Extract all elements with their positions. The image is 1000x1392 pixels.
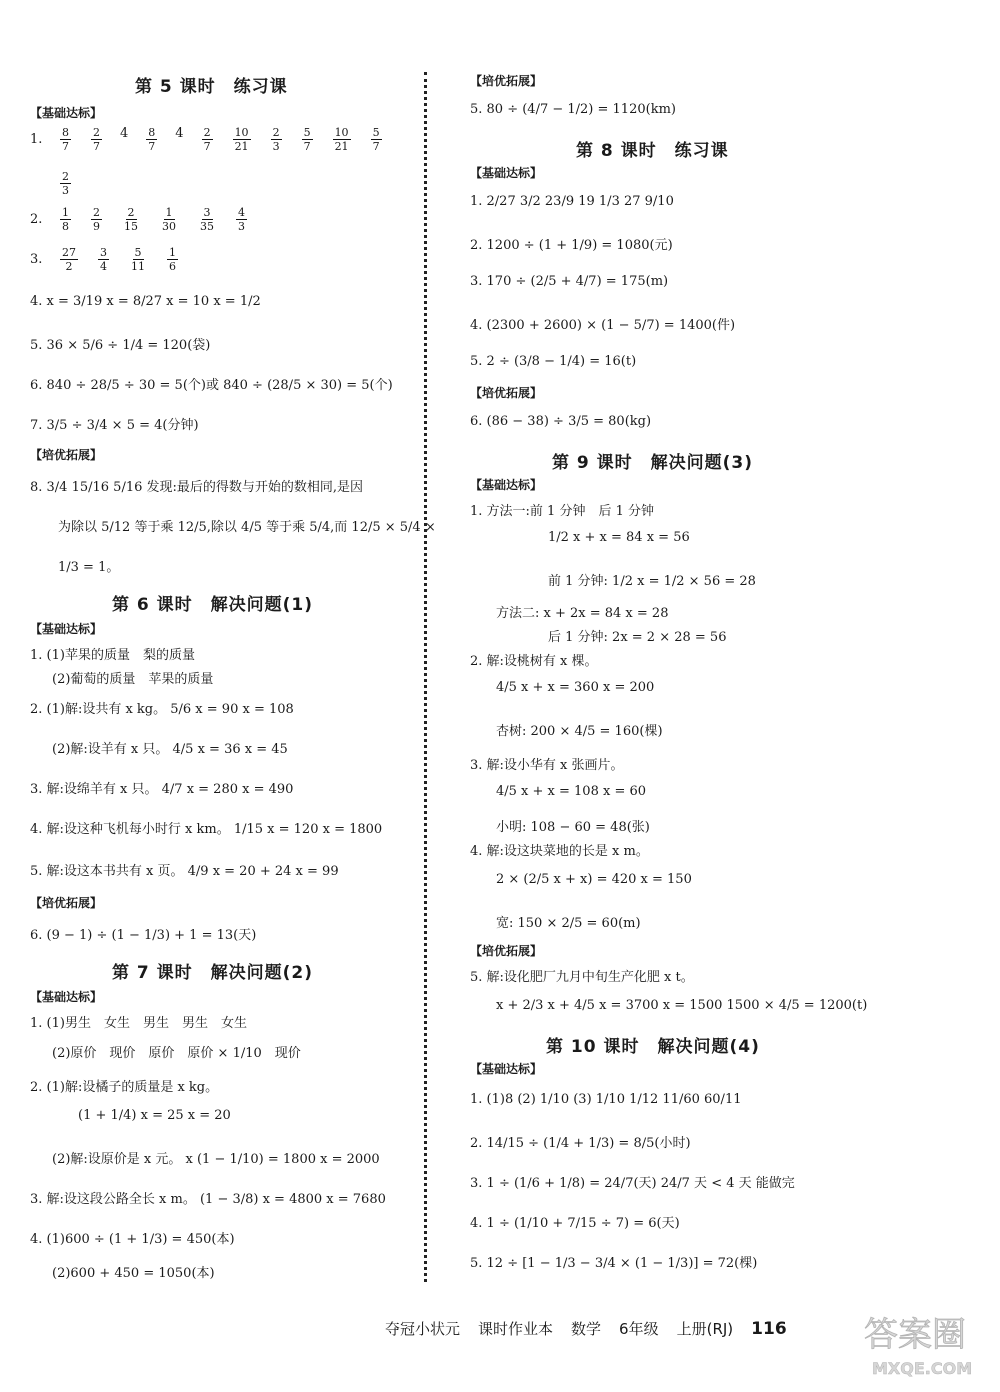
advanced-tag: 【培优拓展】 [470,944,543,958]
fraction [91,126,102,153]
l5-q3 [30,246,180,273]
numerator: 10 [334,126,349,139]
fraction [302,126,313,153]
l5-q7: 7. 3/5 ÷ 3/4 × 5 = 4(分钟) [30,418,199,433]
advanced-tag: 【培优拓展】 [30,896,103,910]
l5-q8-line2: 为除以 5/12 等于乘 12/5,除以 4/5 等于乘 5/4,而 12/5 × 5/4 × [58,520,436,535]
fraction [60,206,71,233]
numerator: 5 [303,126,311,139]
l9-q1-line2: 1/2 x + x = 84 x = 56 [548,530,690,545]
fraction [122,206,140,233]
l8-q6: 6. (86 − 38) ÷ 3/5 = 80(kg) [470,414,652,429]
l7-q4-line1: 4. (1)600 ÷ (1 + 1/3) = 450(本) [30,1232,235,1247]
l5-q1-continued [58,170,73,197]
fraction [60,170,71,197]
numerator: 3 [100,246,107,259]
basic-tag: 【基础达标】 [30,106,103,120]
l5-q1 [30,126,384,153]
denominator: 11 [131,260,145,273]
l7-q3: 3. 解:设这段公路全长 x m。 (1 − 3/8) x = 4800 x = 7680 [30,1192,386,1207]
fraction [91,206,102,233]
fraction [198,206,216,233]
l8-q2: 2. 1200 ÷ (1 + 1/9) = 1080(元) [470,238,673,253]
l10-q2: 2. 14/15 ÷ (1/4 + 1/3) = 8/5(小时) [470,1136,691,1151]
numerator: 8 [62,126,69,139]
basic-tag: 【基础达标】 [30,990,103,1004]
lesson7-title: 第 7 课时 解决问题(2) [112,963,314,983]
denominator: 7 [62,140,69,153]
question-number: 2. [30,212,43,227]
denominator: 7 [148,140,156,153]
l8-q3: 3. 170 ÷ (2/5 + 4/7) = 175(m) [470,274,669,289]
numerator: 1 [165,206,173,219]
l5-q4: 4. x = 3/19 x = 8/27 x = 10 x = 1/2 [30,294,261,309]
denominator: 3 [62,184,69,197]
fraction [202,126,213,153]
whole-number: 4 [120,126,129,141]
denominator: 30 [162,220,176,233]
numerator: 2 [272,126,280,139]
l6-q4: 4. 解:设这种飞机每小时行 x km。 1/15 x = 120 x = 1800 [30,822,383,837]
numerator: 5 [134,246,142,259]
l10-q3: 3. 1 ÷ (1/6 + 1/8) = 24/7(天) 24/7 天 < 4 天 能做完 [470,1176,795,1191]
fraction [98,246,109,273]
watermark-text: 答案圈 [864,1315,966,1355]
fraction [60,246,78,273]
numerator: 1 [169,246,176,259]
l10-q1: 1. (1)8 (2) 1/10 (3) 1/10 1/12 11/60 60/11 [470,1092,742,1107]
l8-q4: 4. (2300 + 2600) × (1 − 5/7) = 1400(件) [470,318,736,333]
l5-q8-line1: 8. 3/4 15/16 5/16 发现:最后的得数与开始的数相同,是因 [30,480,364,495]
l7-q2-line2: (1 + 1/4) x = 25 x = 20 [78,1108,231,1123]
denominator: 8 [62,220,69,233]
footer-brand: 夺冠小状元 [385,1320,461,1338]
watermark-url: MXQE.COM [872,1359,973,1378]
footer-book: 课时作业本 [478,1320,554,1338]
l9-q3-line1: 3. 解:设小华有 x 张画片。 [470,758,624,773]
l9-q5-line1: 5. 解:设化肥厂九月中旬生产化肥 x t。 [470,970,694,985]
numerator: 2 [93,206,100,219]
question-number: 1. [30,132,43,147]
l8-q5: 5. 2 ÷ (3/8 − 1/4) = 16(t) [470,354,637,369]
l10-q4: 4. 1 ÷ (1/10 + 7/15 ÷ 7) = 6(天) [470,1216,680,1231]
column-divider [424,72,427,1282]
denominator: 21 [234,140,249,153]
l7-q1-line2: (2)原价 现价 原价 原价 × 1/10 现价 [52,1046,301,1061]
basic-tag: 【基础达标】 [470,166,543,180]
lesson5-title: 第 5 课时 练习课 [135,77,288,97]
r-top-q5: 5. 80 ÷ (4/7 − 1/2) = 1120(km) [470,102,676,117]
l9-q1-line1: 1. 方法一:前 1 分钟 后 1 分钟 [470,504,654,519]
l6-q3: 3. 解:设绵羊有 x 只。 4/7 x = 280 x = 490 [30,782,294,797]
footer-grade: 6年级 [619,1320,659,1338]
l6-q6: 6. (9 − 1) ÷ (1 − 1/3) + 1 = 13(天) [30,928,257,943]
numerator: 27 [62,246,76,259]
fraction [371,126,382,153]
denominator: 7 [303,140,311,153]
denominator: 2 [65,260,73,273]
l9-q1-line4: 方法二: x + 2x = 84 x = 28 [496,606,669,621]
l9-q2-line2: 4/5 x + x = 360 x = 200 [496,680,655,695]
question-number: 3. [30,252,43,267]
numerator: 3 [203,206,211,219]
l7-q4-line2: (2)600 + 450 = 1050(本) [52,1266,215,1281]
basic-tag: 【基础达标】 [470,1062,543,1076]
l8-q1: 1. 2/27 3/2 23/9 19 1/3 27 9/10 [470,194,674,209]
l7-q1-line1: 1. (1)男生 女生 男生 男生 女生 [30,1016,247,1031]
numerator: 2 [127,206,135,219]
l7-q2-line3: (2)解:设原价是 x 元。 x (1 − 1/10) = 1800 x = 2000 [52,1152,380,1167]
l7-q2-line1: 2. (1)解:设橘子的质量是 x kg。 [30,1080,219,1095]
numerator: 10 [234,126,249,139]
page-number: 116 [751,1319,787,1339]
l9-q1-line5: 后 1 分钟: 2x = 2 × 28 = 56 [548,630,727,645]
fraction [160,206,178,233]
numerator: 2 [93,126,100,139]
denominator: 15 [124,220,138,233]
l9-q5-line2: x + 2/3 x + 4/5 x = 3700 x = 1500 1500 × 4/5 = 1200(t) [496,998,868,1013]
footer-volume: 上册(RJ) [676,1320,734,1338]
l5-q6: 6. 840 ÷ 28/5 ÷ 30 = 5(个)或 840 ÷ (28/5 × 30) = 5(个) [30,378,393,393]
fraction [167,246,178,273]
l5-q8-line3: 1/3 = 1。 [58,560,120,575]
l6-q1-line1: 1. (1)苹果的质量 梨的质量 [30,648,195,663]
l9-q3-line2: 4/5 x + x = 108 x = 60 [496,784,647,799]
lesson10-title: 第 10 课时 解决问题(4) [546,1037,760,1057]
numerator: 2 [62,170,69,183]
denominator: 3 [272,140,280,153]
denominator: 6 [169,260,176,273]
l10-q5: 5. 12 ÷ [1 − 1/3 − 3/4 × (1 − 1/3)] = 72(棵) [470,1256,758,1271]
l6-q5: 5. 解:设这本书共有 x 页。 4/9 x = 20 + 24 x = 99 [30,864,339,879]
numerator: 1 [62,206,69,219]
l9-q4-line3: 宽: 150 × 2/5 = 60(m) [496,916,641,931]
denominator: 7 [93,140,100,153]
numerator: 5 [372,126,380,139]
l5-q2 [30,206,249,233]
l9-q1-line3: 前 1 分钟: 1/2 x = 1/2 × 56 = 28 [548,574,756,589]
fraction-list [58,206,249,233]
denominator: 7 [203,140,211,153]
l9-q2-line3: 杏树: 200 × 4/5 = 160(棵) [496,724,663,739]
l6-q1-line2: (2)葡萄的质量 苹果的质量 [52,672,214,687]
whole-number: 4 [175,126,184,141]
l9-q4-line1: 4. 解:设这块菜地的长是 x m。 [470,844,649,859]
fraction [271,126,282,153]
l5-q5: 5. 36 × 5/6 ÷ 1/4 = 120(袋) [30,338,211,353]
numerator: 4 [238,206,245,219]
fraction [333,126,351,153]
fraction [236,206,247,233]
basic-tag: 【基础达标】 [30,622,103,636]
numerator: 2 [203,126,211,139]
denominator: 7 [372,140,380,153]
page-footer [385,1318,787,1339]
fraction [146,126,157,153]
denominator: 3 [238,220,245,233]
fraction-list [58,170,73,197]
fraction [233,126,251,153]
lesson9-title: 第 9 课时 解决问题(3) [552,453,754,473]
denominator: 35 [200,220,214,233]
lesson6-title: 第 6 课时 解决问题(1) [112,595,314,615]
numerator: 8 [148,126,156,139]
basic-tag: 【基础达标】 [470,478,543,492]
l6-q2-line2: (2)解:设羊有 x 只。 4/5 x = 36 x = 45 [52,742,288,757]
denominator: 21 [334,140,349,153]
advanced-tag: 【培优拓展】 [470,386,543,400]
advanced-tag: 【培优拓展】 [470,74,543,88]
fraction-list [58,246,180,273]
watermark-logo [858,1300,988,1380]
l9-q2-line1: 2. 解:设桃树有 x 棵。 [470,654,598,669]
denominator: 9 [93,220,100,233]
l9-q4-line2: 2 × (2/5 x + x) = 420 x = 150 [496,872,692,887]
lesson8-title: 第 8 课时 练习课 [576,141,729,161]
footer-subject: 数学 [571,1320,602,1338]
advanced-tag: 【培优拓展】 [30,448,103,462]
fraction-list [58,126,384,153]
fraction [60,126,71,153]
fraction [129,246,147,273]
l9-q3-line3: 小明: 108 − 60 = 48(张) [496,820,650,835]
denominator: 4 [100,260,107,273]
l6-q2-line1: 2. (1)解:设共有 x kg。 5/6 x = 90 x = 108 [30,702,294,717]
